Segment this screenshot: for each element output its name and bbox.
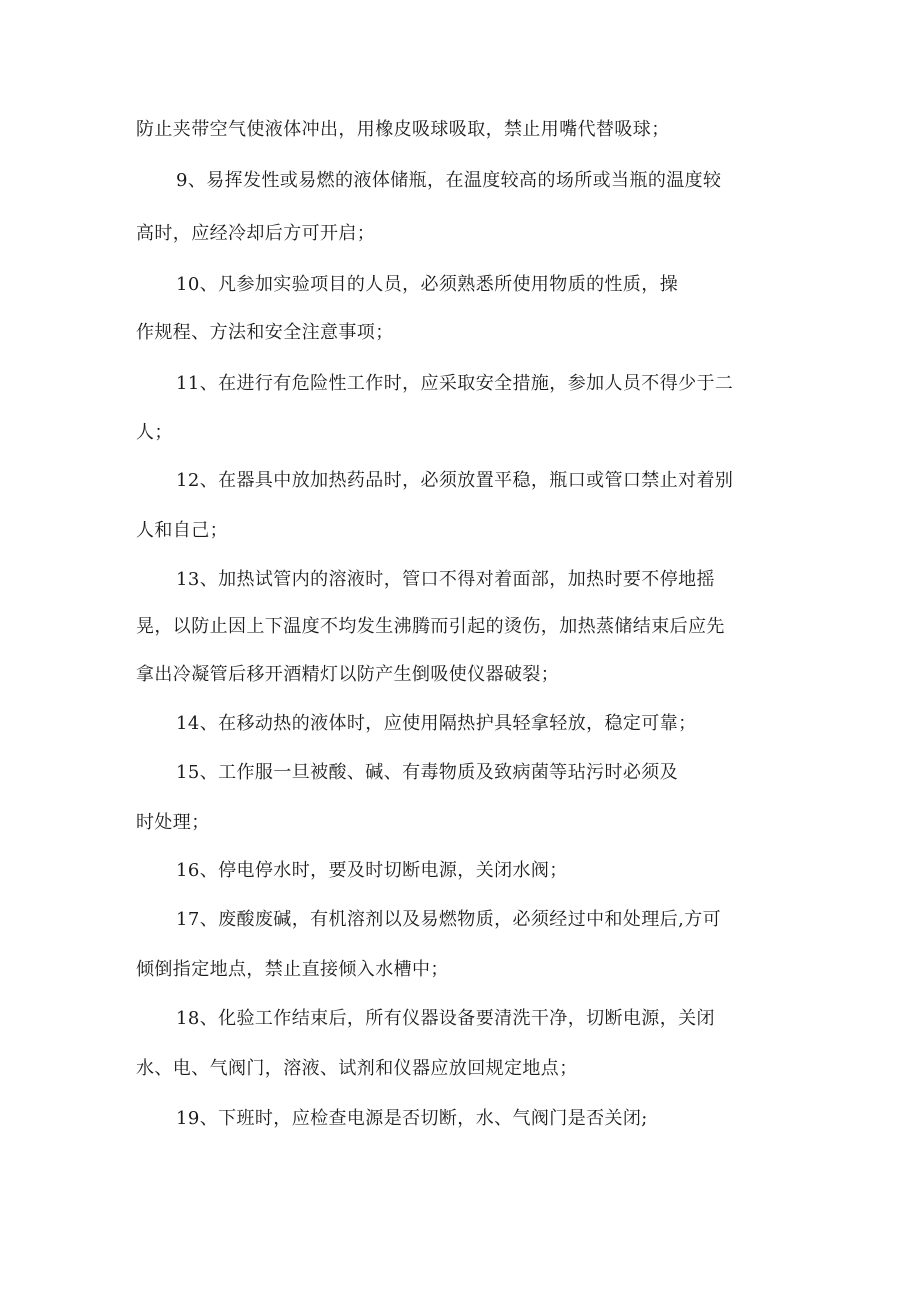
text-line: 晃，以防止因上下温度不均发生沸腾而引起的烫伤，加热蒸储结束后应先: [136, 616, 725, 637]
text-line: 10、凡参加实验项目的人员，必须熟悉所使用物质的性质，操: [176, 274, 679, 295]
text-line: 防止夹带空气使液体冲出，用橡皮吸球吸取，禁止用嘴代替吸球；: [136, 119, 670, 140]
text-line: 11、在进行有危险性工作时，应采取安全措施，参加人员不得少于二: [176, 373, 734, 394]
text-line: 人；: [136, 422, 173, 443]
text-line: 19、下班时，应检查电源是否切断，水、气阀门是否关闭;: [176, 1108, 648, 1129]
text-line: 14、在移动热的液体时，应使用隔热护具轻拿轻放，稳定可靠；: [176, 713, 697, 734]
text-line: 拿出冷凝管后移开酒精灯以防产生倒吸使仪器破裂；: [136, 664, 560, 685]
text-line: 水、电、气阀门，溶液、试剂和仪器应放回规定地点；: [136, 1058, 578, 1079]
text-line: 18、化验工作结束后，所有仪器设备要清洗干净，切断电源，关闭: [176, 1008, 715, 1029]
text-line: 人和自己；: [136, 520, 228, 541]
text-line: 13、加热试管内的溶液时，管口不得对着面部，加热时要不停地摇: [176, 569, 715, 590]
text-line: 12、在器具中放加热药品时，必须放置平稳，瓶口或管口禁止对着别: [176, 470, 734, 491]
text-line: 作规程、方法和安全注意事项；: [136, 322, 394, 343]
text-line: 15、工作服一旦被酸、碱、有毒物质及致病菌等玷污时必须及: [176, 762, 679, 783]
text-line: 倾倒指定地点，禁止直接倾入水槽中；: [136, 959, 449, 980]
text-line: 高时，应经冷却后方可开启；: [136, 223, 376, 244]
text-line: 时处理；: [136, 812, 210, 833]
text-line: 9、易挥发性或易燃的液体储瓶，在温度较高的场所或当瓶的温度较: [176, 170, 722, 191]
text-line: 17、废酸废碱，有机溶剂以及易燃物质，必须经过中和处理后,方可: [176, 909, 722, 930]
text-line: 16、停电停水时，要及时切断电源，关闭水阀；: [176, 860, 568, 881]
